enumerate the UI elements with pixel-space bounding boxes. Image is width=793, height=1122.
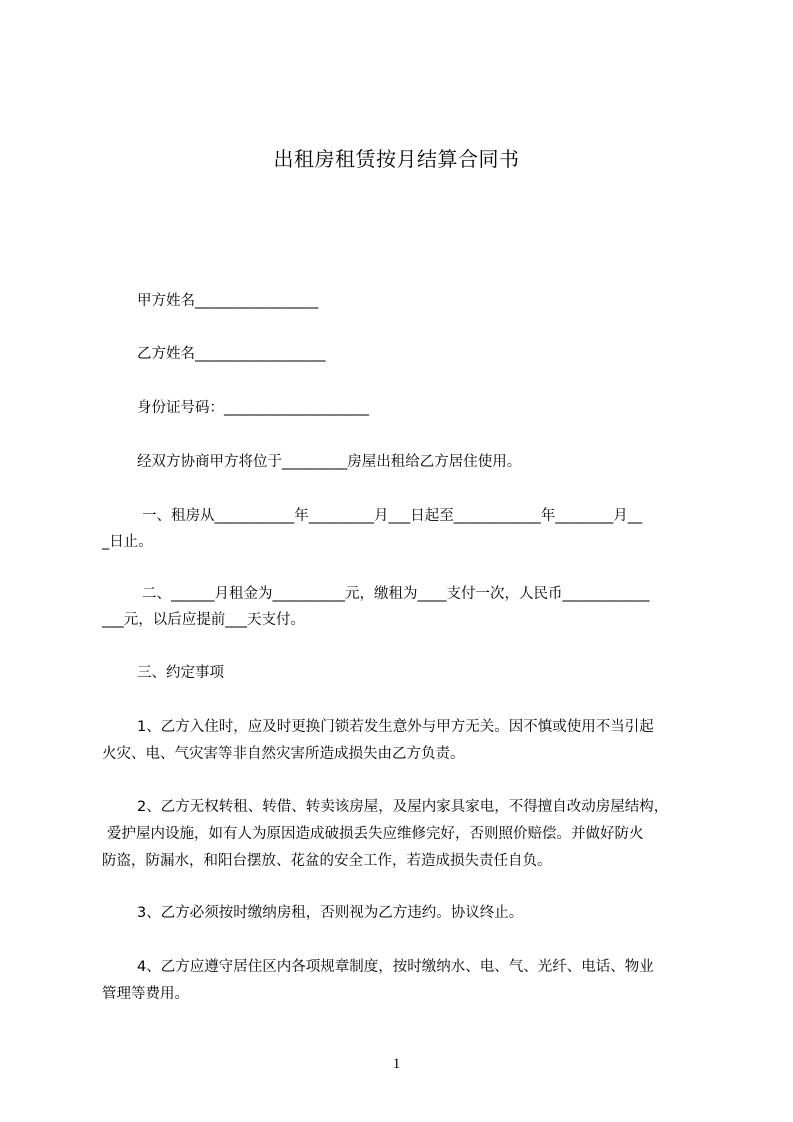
document-title: 出租房租赁按月结算合同书: [273, 147, 520, 171]
item-1-line-1: 1、乙方入住时，应及时更换门锁若发生意外与甲方无关。因不慎或使用不当引起: [137, 719, 654, 735]
item-3-line-1: 3、乙方必须按时缴纳房租，否则视为乙方违约。协议终止。: [137, 905, 524, 921]
party-a-name-line: 甲方姓名_________________: [137, 293, 319, 309]
item-4-line-1: 4、乙方应遵守居住区内各项规章制度，按时缴纳水、电、气、光纤、电话、物业: [137, 959, 654, 975]
page-number: 1: [392, 1056, 401, 1072]
clause-2-line-2: ___元，以后应提前___天支付。: [102, 612, 305, 628]
item-4-line-2: 管理等费用。: [102, 986, 189, 1002]
item-2-line-1: 2、乙方无权转租、转借、转卖该房屋，及屋内家具家电，不得擅自改动房屋结构，: [137, 799, 669, 815]
clause-1-line-2: _日止。: [102, 534, 153, 550]
item-2-line-3: 防盗，防漏水，和阳台摆放、花盆的安全工作，若造成损失责任自负。: [102, 853, 552, 869]
section-3-heading: 三、约定事项: [137, 665, 224, 681]
agreement-intro-line: 经双方协商甲方将位于_________房屋出租给乙方居住使用。: [137, 454, 522, 470]
clause-1-line-1: 一、租房从___________年_________月___日起至____________年________月__: [142, 508, 643, 524]
party-b-name-line: 乙方姓名__________________: [137, 346, 326, 362]
item-1-line-2: 火灾、电、气灾害等非自然灾害所造成损失由乙方负责。: [102, 746, 465, 762]
clause-2-line-1: 二、______月租金为__________元，缴租为____支付一次，人民币____________: [142, 586, 650, 602]
id-number-line: 身份证号码：____________________: [137, 400, 369, 416]
item-2-line-2: 爱护屋内设施，如有人为原因造成破损丢失应维修完好，否则照价赔偿。并做好防火: [107, 826, 644, 842]
